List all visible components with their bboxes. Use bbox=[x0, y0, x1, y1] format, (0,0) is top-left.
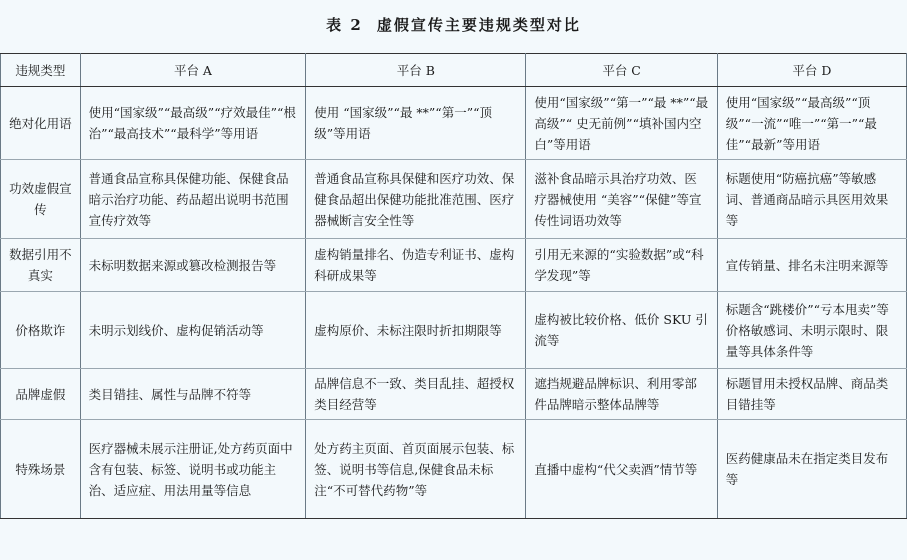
cell-platform-d: 标题使用“防癌抗癌”等敏感词、普通商品暗示具医用效果等 bbox=[717, 160, 906, 239]
cell-platform-d: 医药健康品未在指定类目发布等 bbox=[717, 420, 906, 519]
cell-platform-d: 使用“国家级”“最高级”“顶级”“一流”“唯一”“第一”“最佳”“最新”等用语 bbox=[717, 87, 906, 160]
cell-platform-a: 使用“国家级”“最高级”“疗效最佳”“根治”“最高技术”“最科学”等用语 bbox=[80, 87, 306, 160]
cell-platform-c: 直播中虚构“代父卖酒”情节等 bbox=[526, 420, 717, 519]
cell-platform-a: 未明示划线价、虚构促销活动等 bbox=[80, 292, 306, 369]
cell-platform-c: 虚构被比较价格、低价 SKU 引流等 bbox=[526, 292, 717, 369]
comparison-table bbox=[0, 53, 907, 519]
header-violation-type: 违规类型 bbox=[1, 54, 81, 87]
cell-platform-b: 品牌信息不一致、类目乱挂、超授权类目经营等 bbox=[306, 369, 526, 420]
table-row bbox=[1, 369, 907, 420]
cell-platform-c: 引用无来源的“实验数据”或“科学发现”等 bbox=[526, 239, 717, 292]
cell-platform-a: 类目错挂、属性与品牌不符等 bbox=[80, 369, 306, 420]
row-category: 数据引用不真实 bbox=[1, 239, 81, 292]
header-row bbox=[1, 54, 907, 87]
header-platform-d: 平台 D bbox=[717, 54, 906, 87]
table-row bbox=[1, 292, 907, 369]
header-platform-c: 平台 C bbox=[526, 54, 717, 87]
cell-platform-d: 标题冒用未授权品牌、商品类目错挂等 bbox=[717, 369, 906, 420]
table-number: 表 2 bbox=[326, 16, 363, 34]
cell-platform-d: 标题含“跳楼价”“亏本甩卖”等价格敏感词、未明示限时、限量等具体条件等 bbox=[717, 292, 906, 369]
cell-platform-a: 医疗器械未展示注册证,处方药页面中含有包装、标签、说明书或功能主治、适应症、用法用量等信息 bbox=[80, 420, 306, 519]
cell-platform-c: 遮挡规避品牌标识、利用零部件品牌暗示整体品牌等 bbox=[526, 369, 717, 420]
row-category: 特殊场景 bbox=[1, 420, 81, 519]
table-caption: 虚假宣传主要违规类型对比 bbox=[376, 16, 581, 34]
cell-platform-b: 普通食品宣称具保健和医疗功效、保健食品超出保健功能批准范围、医疗器械断言安全性等 bbox=[306, 160, 526, 239]
table-row bbox=[1, 239, 907, 292]
cell-platform-c: 使用“国家级”“第一”“最 **”“最高级”“ 史无前例”“填补国内空白”等用语 bbox=[526, 87, 717, 160]
row-category: 绝对化用语 bbox=[1, 87, 81, 160]
cell-platform-b: 虚构原价、未标注限时折扣期限等 bbox=[306, 292, 526, 369]
cell-platform-b: 使用 “国家级”“最 **”“第一”“顶级”等用语 bbox=[306, 87, 526, 160]
row-category: 价格欺诈 bbox=[1, 292, 81, 369]
cell-platform-a: 普通食品宣称具保健功能、保健食品暗示治疗功能、药品超出说明书范围宣传疗效等 bbox=[80, 160, 306, 239]
cell-platform-a: 未标明数据来源或篡改检测报告等 bbox=[80, 239, 306, 292]
row-category: 功效虚假宣传 bbox=[1, 160, 81, 239]
cell-platform-b: 处方药主页面、首页面展示包装、标签、说明书等信息,保健食品未标注“不可替代药物”等 bbox=[306, 420, 526, 519]
cell-platform-c: 滋补食品暗示具治疗功效、医疗器械使用 “美容”“保健”等宣传性词语功效等 bbox=[526, 160, 717, 239]
header-platform-a: 平台 A bbox=[80, 54, 306, 87]
cell-platform-b: 虚构销量排名、伪造专利证书、虚构科研成果等 bbox=[306, 239, 526, 292]
table-row bbox=[1, 420, 907, 519]
table-row bbox=[1, 87, 907, 160]
header-platform-b: 平台 B bbox=[306, 54, 526, 87]
row-category: 品牌虚假 bbox=[1, 369, 81, 420]
table-row bbox=[1, 160, 907, 239]
cell-platform-d: 宣传销量、排名未注明来源等 bbox=[717, 239, 906, 292]
comparison-table-container bbox=[0, 53, 907, 519]
table-title bbox=[0, 14, 907, 35]
